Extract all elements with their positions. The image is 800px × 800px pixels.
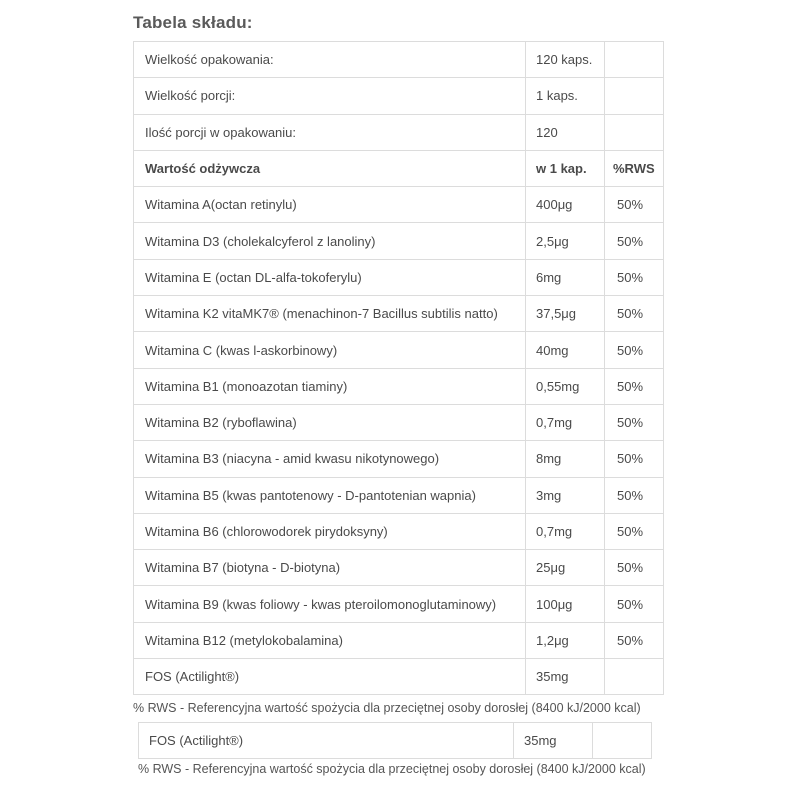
nutrient-amount: 120: [526, 114, 605, 150]
table-row: [134, 404, 664, 440]
nutrient-rws: [605, 78, 664, 114]
nutrient-name: FOS (Actilight®): [134, 659, 526, 695]
table-row: [134, 586, 664, 622]
nutrient-rws: [605, 114, 664, 150]
nutrient-name: Witamina B9 (kwas foliowy - kwas pteroilomonoglutaminowy): [134, 586, 526, 622]
info-row: [134, 114, 664, 150]
nutrient-amount: 1 kaps.: [526, 78, 605, 114]
nutrient-name: Wielkość opakowania:: [134, 42, 526, 78]
nutrient-rws: 50%: [605, 296, 664, 332]
nutrient-name: Wartość odżywcza: [134, 150, 526, 186]
nutrient-name: Witamina A(octan retinylu): [134, 187, 526, 223]
table-row: [134, 441, 664, 477]
table-row: [134, 259, 664, 295]
nutrient-amount: 400μg: [526, 187, 605, 223]
rws-footnote-2: % RWS - Referencyjna wartość spożycia dla przeciętnej osoby dorosłej (8400 kJ/2000 kcal): [138, 762, 646, 776]
nutrient-rws: 50%: [605, 259, 664, 295]
nutrient-name: Witamina B1 (monoazotan tiaminy): [134, 368, 526, 404]
nutrient-amount: 37,5μg: [526, 296, 605, 332]
nutrient-name: Witamina B6 (chlorowodorek pirydoksyny): [134, 513, 526, 549]
nutrient-rws: 50%: [605, 477, 664, 513]
table-header-row: [134, 150, 664, 186]
table-row: [134, 659, 664, 695]
info-row: [134, 78, 664, 114]
table-row: [134, 187, 664, 223]
table-row: [134, 223, 664, 259]
table-row: [134, 477, 664, 513]
nutrient-amount: 100μg: [526, 586, 605, 622]
nutrient-amount: 2,5μg: [526, 223, 605, 259]
nutrient-amount: 8mg: [526, 441, 605, 477]
nutrient-amount: 35mg: [514, 723, 593, 759]
nutrient-rws: [593, 723, 652, 759]
nutrient-name: Witamina E (octan DL-alfa-tokoferylu): [134, 259, 526, 295]
nutrient-rws: 50%: [605, 404, 664, 440]
nutrient-rws: [605, 659, 664, 695]
nutrient-rws: 50%: [605, 223, 664, 259]
nutrient-amount: w 1 kap.: [526, 150, 605, 186]
nutrient-name: Witamina B3 (niacyna - amid kwasu nikotynowego): [134, 441, 526, 477]
nutrient-rws: 50%: [605, 441, 664, 477]
nutrient-name: Witamina B7 (biotyna - D-biotyna): [134, 550, 526, 586]
nutrient-name: Ilość porcji w opakowaniu:: [134, 114, 526, 150]
nutrient-name: FOS (Actilight®): [139, 723, 514, 759]
nutrient-amount: 25μg: [526, 550, 605, 586]
table-row: [134, 368, 664, 404]
table-row: [139, 723, 652, 759]
info-row: [134, 42, 664, 78]
nutrient-amount: 35mg: [526, 659, 605, 695]
nutrient-rws: 50%: [605, 187, 664, 223]
nutrient-name: Witamina K2 vitaMK7® (menachinon-7 Bacillus subtilis natto): [134, 296, 526, 332]
table-row: [134, 513, 664, 549]
nutrient-amount: 0,7mg: [526, 404, 605, 440]
nutrient-amount: 1,2μg: [526, 622, 605, 658]
nutrient-name: Witamina B5 (kwas pantotenowy - D-pantotenian wapnia): [134, 477, 526, 513]
table-row: [134, 550, 664, 586]
nutrient-amount: 120 kaps.: [526, 42, 605, 78]
nutrient-name: Witamina D3 (cholekalcyferol z lanoliny): [134, 223, 526, 259]
composition-table: [133, 41, 664, 695]
fos-duplicate-table: [138, 722, 652, 759]
nutrient-name: Wielkość porcji:: [134, 78, 526, 114]
table-row: [134, 622, 664, 658]
nutrient-amount: 6mg: [526, 259, 605, 295]
nutrient-rws: [605, 42, 664, 78]
nutrient-rws: %RWS: [605, 150, 664, 186]
table-row: [134, 296, 664, 332]
nutrient-rws: 50%: [605, 622, 664, 658]
page-title: Tabela składu:: [133, 13, 253, 32]
nutrient-amount: 40mg: [526, 332, 605, 368]
nutrient-name: Witamina B12 (metylokobalamina): [134, 622, 526, 658]
table-row: [134, 332, 664, 368]
nutrient-amount: 0,55mg: [526, 368, 605, 404]
nutrient-rws: 50%: [605, 586, 664, 622]
nutrient-amount: 0,7mg: [526, 513, 605, 549]
rws-footnote: % RWS - Referencyjna wartość spożycia dla przeciętnej osoby dorosłej (8400 kJ/2000 kcal): [133, 701, 641, 715]
nutrient-amount: 3mg: [526, 477, 605, 513]
nutrient-rws: 50%: [605, 368, 664, 404]
nutrient-name: Witamina C (kwas l-askorbinowy): [134, 332, 526, 368]
nutrient-rws: 50%: [605, 332, 664, 368]
nutrient-rws: 50%: [605, 550, 664, 586]
nutrient-name: Witamina B2 (ryboflawina): [134, 404, 526, 440]
nutrient-rws: 50%: [605, 513, 664, 549]
